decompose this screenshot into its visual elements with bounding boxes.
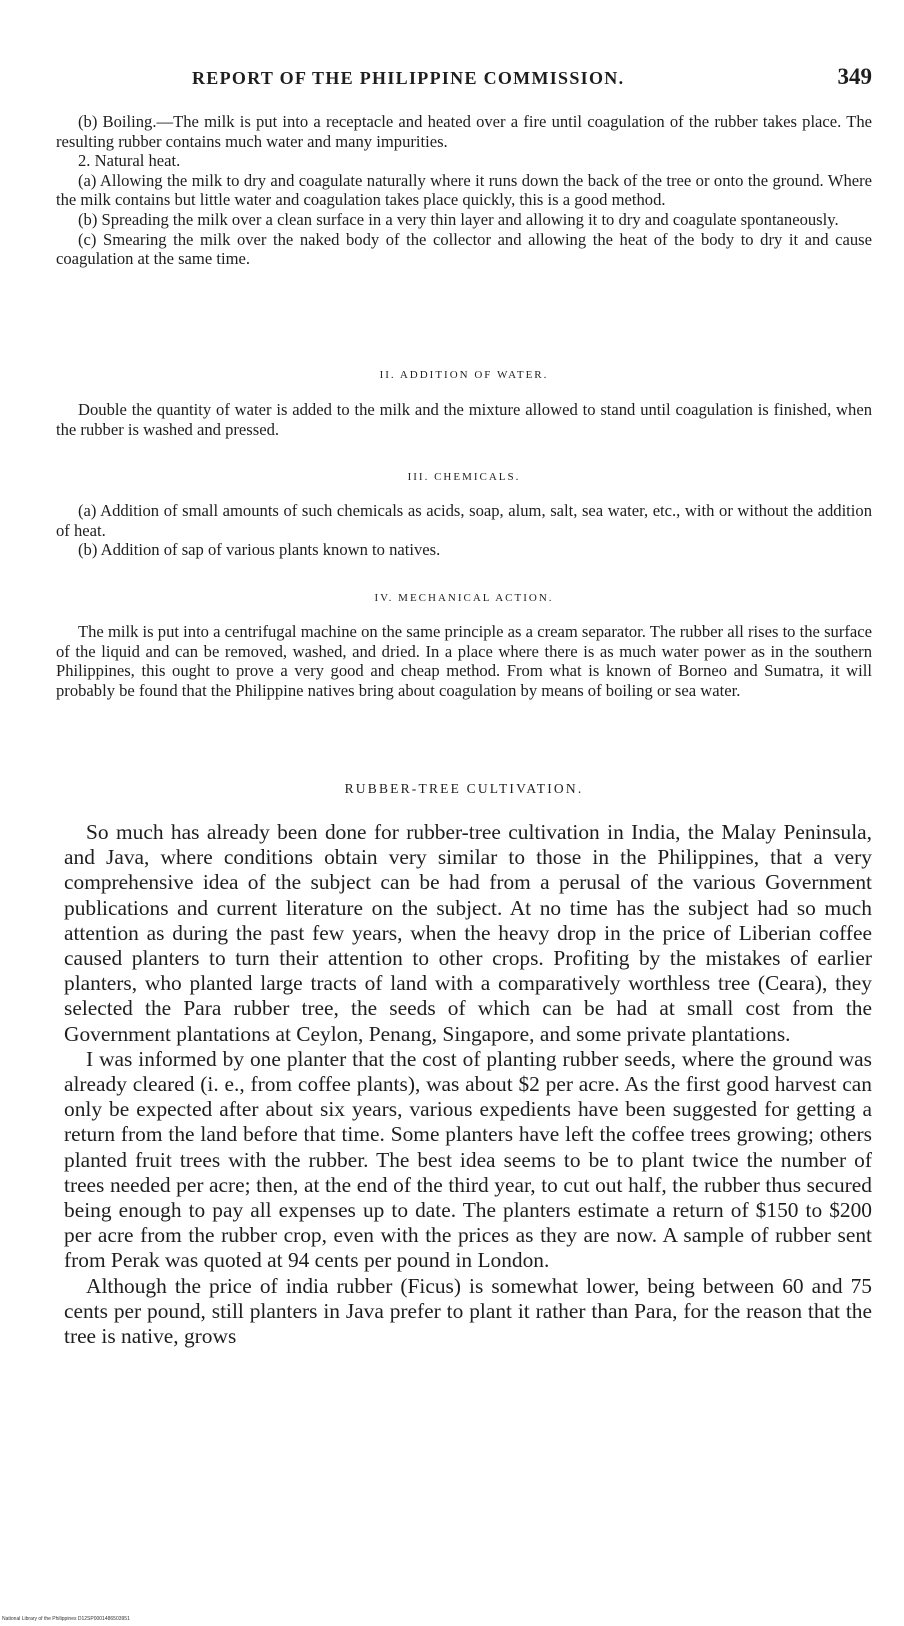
paragraph-natural-heat: 2. Natural heat. bbox=[78, 151, 181, 171]
page-number: 349 bbox=[837, 64, 872, 89]
mechanical-block bbox=[56, 622, 872, 700]
coagulation-methods-block bbox=[56, 112, 872, 269]
paragraph-cultivation-1: So much has already been done for rubber-tree cultivation in India, the Malay Peninsula, and Java, where conditions obtain very similar to those in the Philippines, that a very comprehensive idea of the subject can be had from a perusal of the various Government publications and current literature on the subject. At no time has the subject had so much attention as during the past few years, when the heavy drop in the price of Liberian coffee caused planters to turn their attention to other crops. Profiting by the mistakes of earlier planters, who planted large tracts of land with a comparatively worthless tree (Ceara), they selected the Para rubber tree, the seeds of which can be had at small cost from the Government plantations at Ceylon, Penang, Singapore, and some private plantations. bbox=[64, 820, 872, 1046]
paragraph-natural-a: (a) Allowing the milk to dry and coagulate naturally where it runs down the back of the tree or onto the ground. Where the milk contains but little water and coagulation takes place quickly, this is a good method. bbox=[56, 170, 872, 210]
heading-mechanical-action: IV. MECHANICAL ACTION. bbox=[374, 592, 554, 604]
paragraph-chemicals-b: (b) Addition of sap of various plants known to natives. bbox=[78, 540, 441, 560]
paragraph-natural-b: (b) Spreading the milk over a clean surface in a very thin layer and allowing it to dry and coagulate spontaneously. bbox=[78, 209, 839, 229]
heading-rubber-tree-cultivation: RUBBER-TREE CULTIVATION. bbox=[344, 781, 584, 796]
paragraph-mechanical: The milk is put into a centrifugal machine on the same principle as a cream separator. The rubber all rises to the surface of the liquid and can be removed, washed, and dried. In a place where there is as much water power as in the southern Philippines, this ought to prove a very good and cheap method. From what is known of Borneo and Sumatra, it will probably be found that the Philippine natives bring about coagulation by means of boiling or sea water. bbox=[56, 622, 872, 700]
paragraph-cultivation-2: I was informed by one planter that the cost of planting rubber seeds, where the ground was already cleared (i. e., from coffee plants), was about $2 per acre. As the first good harvest can only be expected after about six years, various expedients have been suggested for getting a return from the land before that time. Some planters have left the coffee trees growing; others planted fruit trees with the rubber. The best idea seems to be to plant twice the number of trees needed per acre; then, at the end of the third year, to cut out half, the rubber thus secured being enough to pay all expenses up to date. The planters estimate a return of $150 to $200 per acre from the rubber crop, even with the prices as they are now. A sample of rubber sent from Perak was quoted at 94 cents per pound in London. bbox=[64, 1046, 872, 1273]
running-head: REPORT OF THE PHILIPPINE COMMISSION. bbox=[192, 68, 625, 88]
scan-footer-note: National Library of the Philippines D12SP0001486503951 bbox=[2, 1616, 130, 1622]
water-block bbox=[56, 400, 872, 439]
cultivation-block bbox=[64, 820, 872, 1349]
heading-chemicals: III. CHEMICALS. bbox=[407, 471, 521, 483]
paragraph-natural-c: (c) Smearing the milk over the naked body of the collector and allowing the heat of the body to dry it and cause coagulation at the same time. bbox=[56, 229, 872, 269]
paragraph-chemicals-a: (a) Addition of small amounts of such chemicals as acids, soap, alum, salt, sea water, etc., with or without the addition of heat. bbox=[56, 501, 872, 540]
paragraph-cultivation-3: Although the price of india rubber (Ficus) is somewhat lower, being between 60 and 75 cents per pound, still planters in Java prefer to plant it rather than Para, for the reason that the tree is native, grows bbox=[64, 1273, 872, 1349]
chemicals-block bbox=[56, 501, 872, 560]
heading-addition-of-water: II. ADDITION OF WATER. bbox=[379, 369, 549, 381]
paragraph-boiling: (b) Boiling.—The milk is put into a receptacle and heated over a fire until coagulation of the rubber takes place. The resulting rubber contains much water and many impurities. bbox=[56, 112, 872, 151]
paragraph-water: Double the quantity of water is added to the milk and the mixture allowed to stand until coagulation is finished, when the rubber is washed and pressed. bbox=[56, 400, 872, 439]
page-header bbox=[192, 64, 872, 96]
